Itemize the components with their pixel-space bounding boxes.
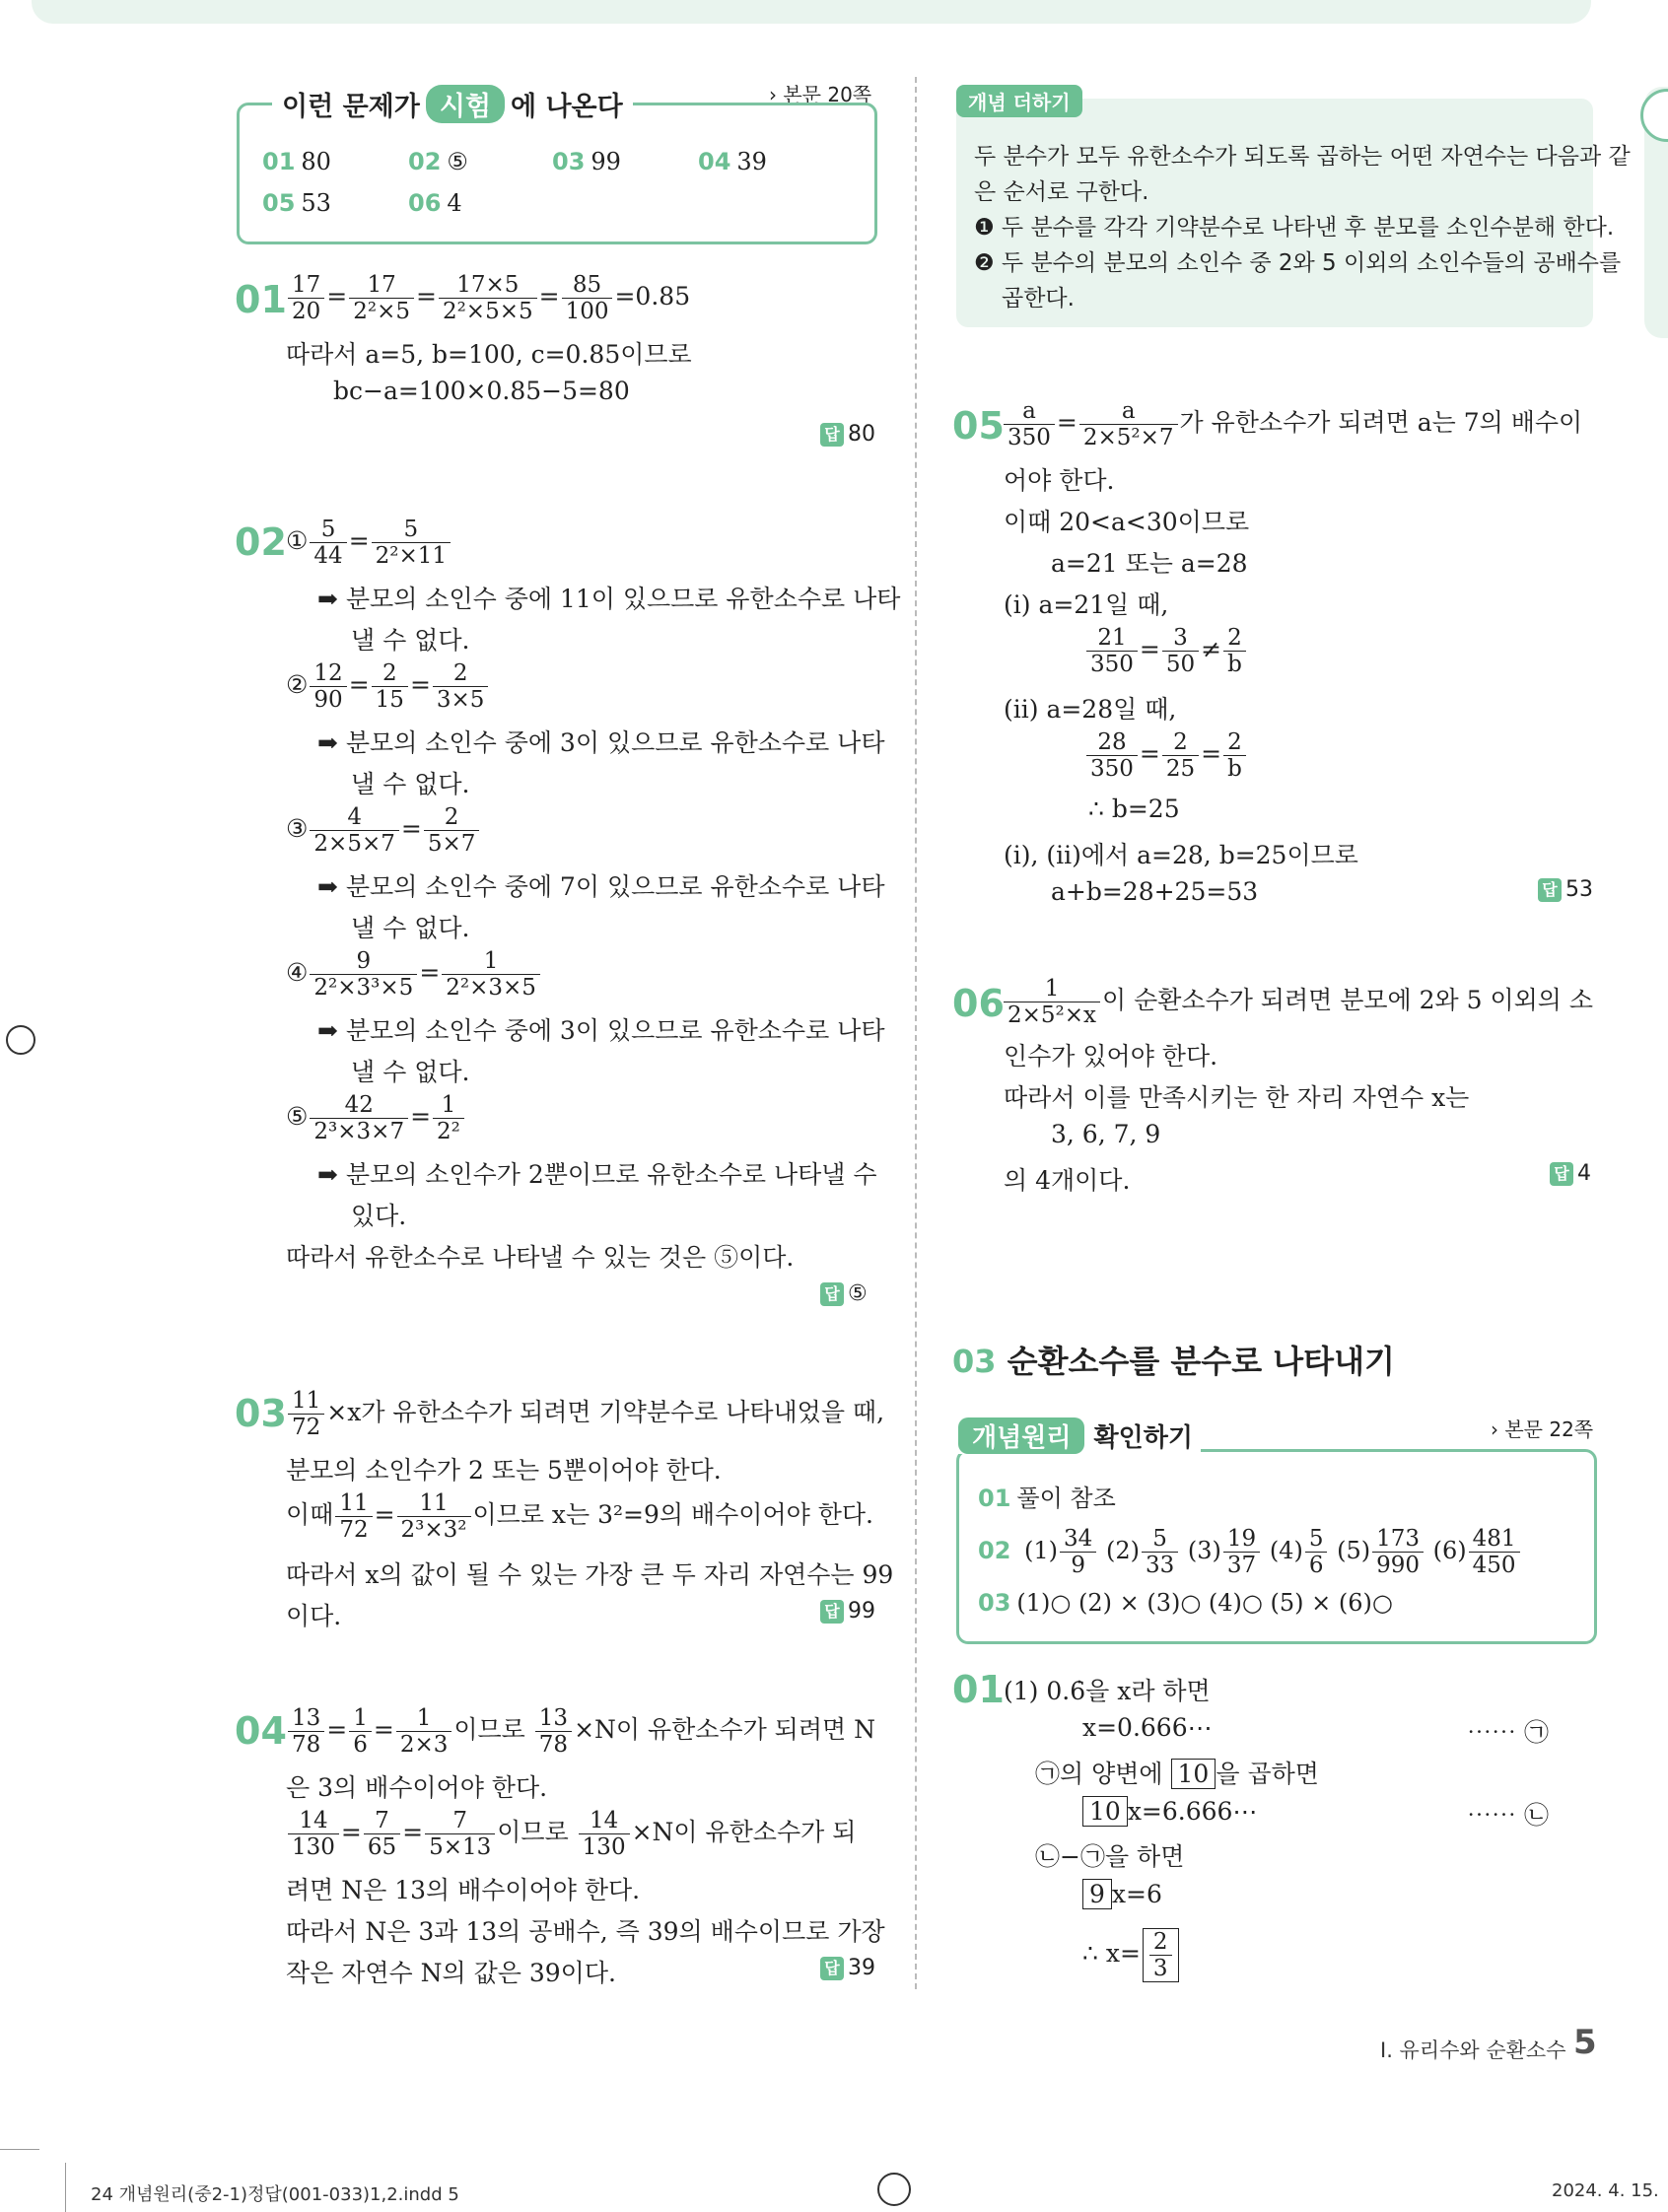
- text: 5×13: [429, 1834, 492, 1860]
- text: 4: [1577, 1161, 1591, 1186]
- text: ③: [286, 814, 309, 843]
- text: 5: [310, 517, 346, 543]
- block: $\frac{14}{130}$ = $\frac{7}{65}$ = $\frac{7}{5\times 13}$ 이므로 $\frac{14}{130}$ ×N이 유한소수가 되: [286, 1808, 856, 1860]
- text: 481: [1469, 1526, 1520, 1553]
- text: 4: [447, 189, 462, 217]
- block: 답: [820, 1600, 844, 1624]
- block: [433, 660, 489, 713]
- block: [1162, 729, 1199, 782]
- text: 3: [1162, 625, 1199, 652]
- text: 130: [292, 1834, 335, 1860]
- block: [65, 2163, 66, 2212]
- text: 7: [425, 1808, 495, 1834]
- block: [1079, 398, 1178, 450]
- block: [442, 948, 540, 1001]
- text: 1: [396, 1705, 452, 1732]
- text: 3: [1152, 1956, 1168, 1981]
- ref-page: [1491, 1414, 1593, 1442]
- text: 21: [1086, 625, 1138, 652]
- text: 02: [408, 148, 442, 175]
- block: [1004, 398, 1055, 450]
- text: a: [1004, 398, 1055, 425]
- text: 350: [1008, 425, 1051, 450]
- text: 13: [288, 1705, 324, 1732]
- text: 1: [1004, 976, 1100, 1002]
- text: 3, 6, 7, 9: [1051, 1120, 1161, 1148]
- text: 2²×5: [353, 299, 410, 324]
- text: 28: [1086, 729, 1138, 756]
- text: 5: [372, 517, 451, 543]
- summary-item: [408, 148, 468, 175]
- concept-tag: 개념 더하기: [956, 85, 1082, 117]
- block: [535, 1705, 572, 1758]
- text: 03: [952, 1343, 997, 1380]
- text: 99: [591, 148, 621, 175]
- text: ➡ 분모의 소인수 중에 11이 있으므로 유한소수로 나타: [317, 585, 901, 613]
- text: 낼 수 없다.: [351, 626, 470, 655]
- block: [288, 1705, 324, 1758]
- block: [562, 272, 613, 324]
- text: 5: [1142, 1526, 1178, 1553]
- text: 53: [1565, 877, 1593, 902]
- text: 11: [288, 1388, 324, 1415]
- text: 개념원리: [958, 1417, 1084, 1454]
- text: 낼 수 없다.: [351, 914, 470, 942]
- block: $\frac{21}{350}$ = $\frac{3}{50}$ ≠ $\frac{2}{b}$: [1084, 625, 1248, 677]
- text: ❷ 두 분수의 분모의 소인수 중 2와 5 이외의 소인수들의 공배수를: [974, 250, 1622, 276]
- summary-item: [698, 148, 767, 175]
- text: 350: [1090, 652, 1134, 677]
- text: 14: [288, 1808, 339, 1834]
- text: 100: [565, 299, 609, 324]
- text: 분모의 소인수가 2 또는 5뿐이어야 한다.: [286, 1456, 722, 1485]
- summary-title: [272, 85, 633, 123]
- registration-mark: [877, 2173, 911, 2206]
- text: ②: [286, 670, 309, 699]
- text: 2²×11: [375, 543, 448, 569]
- text: 2: [433, 660, 489, 687]
- text: (1): [1024, 1537, 1059, 1564]
- summary-item: [262, 148, 331, 175]
- text: 이므로: [497, 1818, 569, 1846]
- text: 80: [301, 148, 331, 175]
- block: [1372, 1526, 1424, 1578]
- text: ①: [286, 526, 309, 555]
- text: 05: [262, 189, 296, 217]
- problem-number: 01: [235, 278, 287, 321]
- text: 65: [367, 1834, 397, 1860]
- text: 13: [535, 1705, 572, 1732]
- text: b: [1227, 652, 1242, 677]
- text: x=0.666⋯: [1082, 1713, 1213, 1742]
- text: 2×5²×7: [1082, 425, 1174, 450]
- text: 본문 20쪽: [783, 83, 872, 106]
- text: 3×5: [436, 687, 485, 713]
- text: 5×7: [427, 831, 476, 857]
- text: (1) 0.6̇을 x라 하면: [1004, 1677, 1211, 1705]
- text: 01: [978, 1485, 1011, 1512]
- q01-line2: 따라서 a=5, b=100, c=0.85이므로: [286, 340, 692, 369]
- text: (3): [1187, 1537, 1221, 1564]
- block: [958, 1417, 1201, 1454]
- block: [978, 1589, 1393, 1617]
- problem-number: 03: [235, 1392, 287, 1435]
- problem-number: 01: [952, 1668, 1005, 1711]
- block: [1004, 976, 1100, 1028]
- text: 01: [262, 148, 296, 175]
- text: 은 순서로 구한다.: [974, 179, 1149, 205]
- text: 25: [1165, 756, 1196, 782]
- text: b: [1227, 756, 1242, 782]
- q03-line1: [286, 1388, 884, 1440]
- text: 있다.: [351, 1202, 407, 1230]
- text: 450: [1472, 1553, 1516, 1578]
- block: [1162, 625, 1199, 677]
- text: 곱한다.: [1002, 286, 1075, 311]
- text: 173: [1372, 1526, 1424, 1553]
- text: 6: [353, 1732, 368, 1758]
- text: 9: [310, 948, 417, 975]
- block: [310, 804, 398, 857]
- block: [349, 1705, 372, 1758]
- text: 두 분수가 모두 유한소수가 되도록 곱하는 어떤 자연수는 다음과 같: [974, 144, 1631, 170]
- text: 90: [313, 687, 343, 713]
- text: 15: [375, 687, 404, 713]
- text: 풀이 참조: [1016, 1485, 1116, 1512]
- text: 2: [1223, 729, 1246, 756]
- text: 06: [408, 189, 442, 217]
- text: 1: [349, 1705, 372, 1732]
- text: 을 곱하면: [1216, 1760, 1319, 1788]
- text: Ⅰ. 유리수와 순환소수: [1380, 2039, 1566, 2062]
- ref-page: › 본문 20쪽: [769, 83, 872, 106]
- text: 낼 수 없다.: [351, 770, 470, 798]
- text: 9: [1071, 1553, 1085, 1578]
- text: 따라서 유한소수로 나타낼 수 있는 것은 ⑤이다.: [286, 1243, 795, 1272]
- text: 5: [1573, 2023, 1597, 2062]
- text: 6: [1308, 1553, 1324, 1578]
- text: 은 3의 배수이어야 한다.: [286, 1773, 548, 1802]
- block: [1082, 1879, 1162, 1909]
- text: ×x가 유한소수가 되려면 기약분수로 나타내었을 때,: [326, 1398, 885, 1426]
- text: 2024. 4. 15.: [1552, 2180, 1659, 2201]
- text: 78: [292, 1732, 321, 1758]
- block: [425, 1808, 495, 1860]
- problem-number: 05: [952, 404, 1005, 448]
- block: [424, 804, 480, 857]
- answer-badge: [820, 1281, 868, 1306]
- text: (2): [1105, 1537, 1140, 1564]
- text: 시험: [426, 85, 505, 123]
- text: 2³×3×7: [313, 1119, 405, 1144]
- text: 2²×3³×5: [313, 975, 414, 1001]
- text: 2×5²×x: [1008, 1002, 1097, 1028]
- block: [397, 1490, 471, 1543]
- text: 17: [288, 272, 324, 299]
- text: 53: [301, 189, 331, 217]
- text: 2: [1223, 625, 1246, 652]
- block: 답: [1550, 1162, 1573, 1186]
- text: 39: [736, 148, 767, 175]
- text: 33: [1145, 1553, 1175, 1578]
- text: 1: [442, 948, 540, 975]
- text: 130: [582, 1834, 626, 1860]
- text: 14: [579, 1808, 630, 1834]
- text: 2×3: [399, 1732, 449, 1758]
- text: 2: [424, 804, 480, 831]
- text: 작은 자연수 N의 값은 39이다.: [286, 1959, 616, 1987]
- text: 19: [1223, 1526, 1260, 1553]
- text: 2²×3×5: [446, 975, 536, 1001]
- text: 10: [1171, 1759, 1216, 1789]
- text: 85: [562, 272, 613, 299]
- text: 50: [1165, 652, 1196, 677]
- text: 10: [1082, 1796, 1128, 1827]
- text: 확인하기: [1093, 1423, 1193, 1453]
- block: [1082, 1796, 1257, 1827]
- text: a: [1079, 398, 1178, 425]
- text: 1: [433, 1092, 464, 1119]
- text: 려면 N은 13의 배수이어야 한다.: [286, 1876, 641, 1904]
- text: 99: [848, 1599, 875, 1624]
- block: [310, 517, 346, 569]
- text: 2³×3²: [400, 1517, 467, 1543]
- block: $\frac{28}{350}$ = $\frac{2}{25}$ = $\frac{2}{b}$: [1084, 729, 1248, 782]
- problem-number: 06: [952, 982, 1005, 1025]
- registration-mark: [6, 1025, 35, 1055]
- block: [1223, 625, 1246, 677]
- text: 인수가 있어야 한다.: [1004, 1042, 1218, 1071]
- text: (ⅰ), (ⅱ)에서 a=28, b=25이므로: [1004, 841, 1358, 869]
- text: 11: [397, 1490, 471, 1517]
- answer-badge: [820, 1599, 875, 1624]
- q02-choice4: ④ $\frac{9}{\text{2²×3³×5}}$ = $\frac{1}{\text{2²×3×5}}$: [286, 948, 542, 1001]
- text: ⋯⋯ ㉡: [1467, 1801, 1549, 1830]
- q02-choice3: ③ $\frac{4}{2\times 5\times 7}$ = $\frac{2}{5\times 7}$: [286, 804, 481, 857]
- text: ×N이 유한소수가 되려면 N: [574, 1715, 875, 1744]
- text: 990: [1376, 1553, 1420, 1578]
- block: 답: [820, 1282, 844, 1306]
- problem-number: 04: [235, 1709, 287, 1753]
- text: ➡ 분모의 소인수 중에 3이 있으므로 유한소수로 나타: [317, 728, 885, 757]
- block: [364, 1808, 400, 1860]
- text: 2: [1149, 1929, 1172, 1956]
- block: [310, 1092, 408, 1144]
- text: ㉠의 양변에: [1035, 1760, 1163, 1788]
- text: 2²×5×5: [442, 299, 533, 324]
- text: ➡ 분모의 소인수 중에 3이 있으므로 유한소수로 나타: [317, 1016, 885, 1045]
- block: [396, 1705, 452, 1758]
- text: ⑤: [447, 148, 468, 175]
- text: 순환소수를 분수로 나타내기: [1007, 1343, 1395, 1380]
- block: [1060, 1526, 1096, 1578]
- text: 42: [310, 1092, 408, 1119]
- q02-choice5: ⑤ $\frac{42}{\text{2³×3×7}}$ = $\frac{1}{\text{2²}}$: [286, 1092, 466, 1144]
- summary-item: [408, 189, 462, 217]
- block: [1086, 625, 1138, 677]
- block: ›: [1491, 1417, 1505, 1441]
- text: 어야 한다.: [1004, 466, 1115, 495]
- text: 의 4개이다.: [1004, 1166, 1131, 1195]
- text: 37: [1226, 1553, 1257, 1578]
- text: 따라서 N은 3과 13의 공배수, 즉 39의 배수이므로 가장: [286, 1917, 885, 1946]
- text: (4): [1269, 1537, 1303, 1564]
- text: 이므로 x는 3²=9의 배수이어야 한다.: [472, 1500, 873, 1529]
- column-divider: [915, 77, 917, 1989]
- block: [1305, 1526, 1328, 1578]
- text: 이때 20<a<30이므로: [1004, 508, 1250, 536]
- text: 9: [1082, 1879, 1112, 1909]
- text: ⑤: [286, 1102, 309, 1131]
- text: 이 순환소수가 되려면 분모에 2와 5 이외의 소: [1102, 986, 1594, 1014]
- text: ④: [286, 958, 309, 987]
- block: [1469, 1526, 1520, 1578]
- section-title: [952, 1337, 1395, 1382]
- text: 39: [848, 1956, 875, 1980]
- text: a=21 또는 a=28: [1051, 549, 1248, 578]
- text: 이런 문제가: [282, 92, 420, 122]
- text: a+b=28+25=53: [1051, 877, 1259, 906]
- text: 12: [310, 660, 346, 687]
- block: 이때 $\frac{11}{72}$ = $\frac{11}{\text{2³×3²}}$ 이므로 x는 3²=9의 배수이어야 한다.: [286, 1490, 873, 1543]
- block: [978, 1479, 1116, 1513]
- text: 03: [552, 148, 586, 175]
- text: (ⅱ) a=28일 때,: [1004, 695, 1177, 724]
- text: 2²: [437, 1119, 460, 1144]
- block: [1223, 1526, 1260, 1578]
- text: 04: [698, 148, 731, 175]
- text: 2: [1162, 729, 1199, 756]
- text: 02: [978, 1537, 1011, 1564]
- text: 낼 수 없다.: [351, 1058, 470, 1086]
- text: 350: [1090, 756, 1134, 782]
- text: 이다.: [286, 1602, 342, 1630]
- block: [439, 272, 537, 324]
- block: $\frac{a}{350}$ = $\frac{a}{\text{2×5²×7}}$ 가 유한소수가 되려면 a는 7의 배수이: [1002, 398, 1582, 450]
- block: [579, 1808, 630, 1860]
- text: 따라서 x의 값이 될 수 있는 가장 큰 두 자리 자연수는 99: [286, 1560, 894, 1589]
- text: ❶ 두 분수를 각각 기약분수로 나타낸 후 분모를 소인수분해 한다.: [974, 215, 1615, 241]
- text: (ⅰ) a=21일 때,: [1004, 590, 1169, 619]
- text: =0.85: [614, 282, 691, 311]
- text: 2×5×7: [313, 831, 395, 857]
- answer-badge: [820, 422, 875, 447]
- block: [1142, 1526, 1178, 1578]
- text: 20: [292, 299, 321, 324]
- text: ㉡−㉠을 하면: [1035, 1842, 1185, 1871]
- text: 7: [364, 1808, 400, 1834]
- text: 72: [339, 1517, 369, 1543]
- text: 이때: [286, 1500, 334, 1529]
- summary-item: [262, 189, 331, 217]
- problem-number: 02: [235, 520, 287, 564]
- text: 17: [349, 272, 414, 299]
- block: 답: [1538, 878, 1562, 902]
- text: 24 개념원리(중2-1)정답(001-033)1,2.indd 5: [91, 2184, 459, 2205]
- block: [288, 1388, 324, 1440]
- answer-badge: [820, 1956, 875, 1980]
- check-row2: [978, 1526, 1522, 1578]
- block: [335, 1490, 372, 1543]
- text: 2: [372, 660, 408, 687]
- block: [1086, 729, 1138, 782]
- q02-choice1: ① $\frac{5}{44}$ = $\frac{5}{\text{2²×11}}$: [286, 517, 452, 569]
- text: 34: [1060, 1526, 1096, 1553]
- block: [310, 660, 346, 713]
- text: 4: [310, 804, 398, 831]
- block: $\frac{13}{78}$ = $\frac{1}{6}$ = $\frac{1}{2\times 3}$ 이므로 $\frac{13}{78}$ ×N이 유한소수가 되려면 N: [286, 1705, 875, 1758]
- text: ⋯⋯ ㉠: [1467, 1718, 1549, 1747]
- text: ∴ x=: [1082, 1939, 1141, 1968]
- block: [288, 1808, 339, 1860]
- text: 44: [313, 543, 343, 569]
- text: 11: [335, 1490, 372, 1517]
- text: 에 나온다: [510, 92, 623, 122]
- text: x=6.666⋯: [1127, 1797, 1258, 1826]
- block: [1082, 1928, 1181, 1982]
- text: ➡ 분모의 소인수가 2뿐이므로 유한소수로 나타낼 수: [317, 1160, 877, 1189]
- text: 따라서 이를 만족시키는 한 자리 자연수 x는: [1004, 1083, 1470, 1112]
- text: 본문 22쪽: [1504, 1417, 1594, 1441]
- text: 78: [538, 1732, 569, 1758]
- block: [1143, 1928, 1179, 1982]
- text: 가 유한소수가 되려면 a는 7의 배수이: [1179, 408, 1583, 437]
- block: [1035, 1755, 1319, 1790]
- text: ➡ 분모의 소인수 중에 7이 있으므로 유한소수로 나타: [317, 872, 885, 901]
- block: [372, 660, 408, 713]
- text: 17×5: [439, 272, 537, 299]
- text: (1)○ (2) × (3)○ (4)○ (5) × (6)○: [1016, 1589, 1393, 1617]
- block: [288, 272, 324, 324]
- text: 72: [292, 1415, 321, 1440]
- text: (5): [1337, 1537, 1371, 1564]
- text: 80: [848, 422, 875, 447]
- q01-line1: $\frac{17}{20}$ = $\frac{17}{\text{2²×5}}$ = $\frac{17\times 5}{\text{2²×5×5}}$ = $\frac{85}{100}$ =0.85: [286, 272, 690, 324]
- summary-item: [552, 148, 621, 175]
- block: [1223, 729, 1246, 782]
- text: ⑤: [848, 1281, 868, 1306]
- block: [310, 948, 417, 1001]
- q01-line3: bc−a=100×0.85−5=80: [333, 377, 630, 405]
- text: ∴ b=25: [1088, 795, 1180, 823]
- text: (6): [1432, 1537, 1467, 1564]
- block: [433, 1092, 464, 1144]
- top-band: [32, 0, 1591, 24]
- answer-badge: [1538, 877, 1593, 902]
- block: 답: [820, 423, 844, 447]
- text: x=6: [1111, 1880, 1162, 1908]
- text: 이므로: [453, 1715, 525, 1744]
- block: [372, 517, 451, 569]
- block: [1002, 976, 1593, 1028]
- text: ×N이 유한소수가 되: [631, 1818, 857, 1846]
- q02-choice2: ② $\frac{12}{90}$ = $\frac{2}{15}$ = $\frac{2}{3\times 5}$: [286, 660, 490, 713]
- block: 답: [820, 1957, 844, 1980]
- text: 03: [978, 1589, 1011, 1617]
- block: [349, 272, 414, 324]
- block: [0, 2149, 39, 2150]
- answer-badge: [1550, 1161, 1591, 1186]
- text: 5: [1305, 1526, 1328, 1553]
